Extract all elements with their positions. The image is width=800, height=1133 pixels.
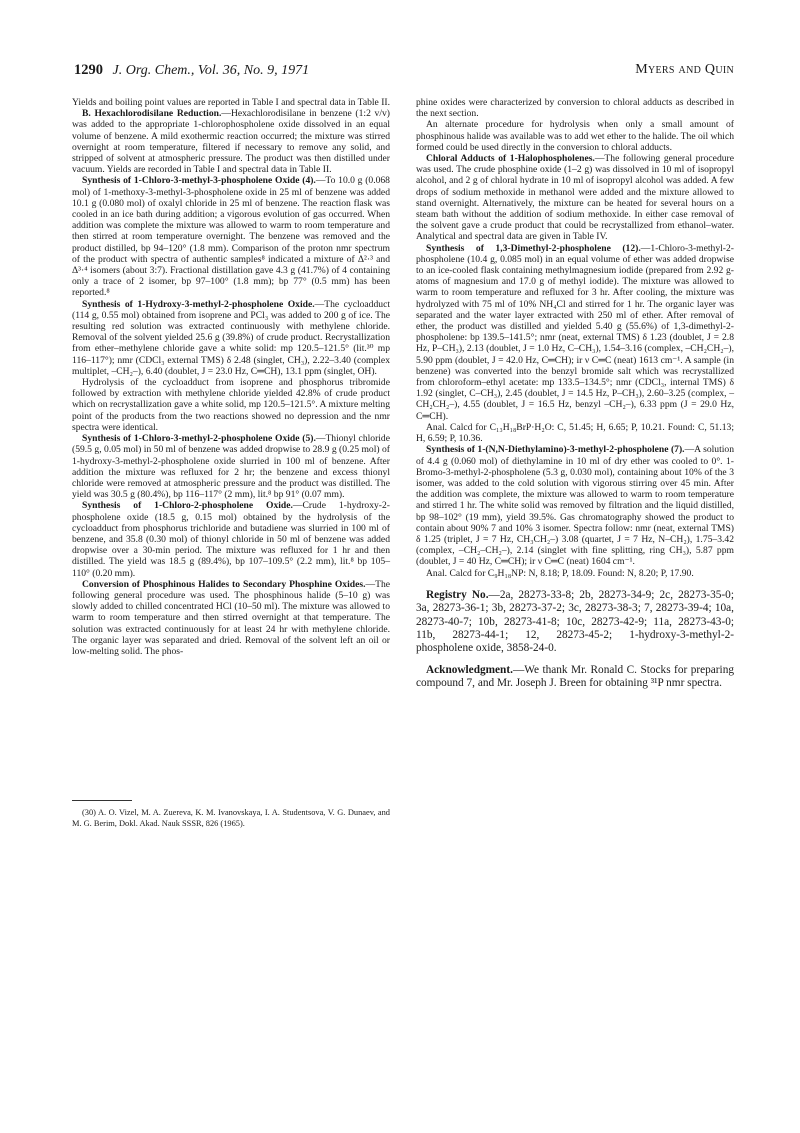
footnote-rule	[72, 800, 132, 801]
paragraph	[416, 153, 734, 243]
paragraph-body: —The following general procedure was used. The crude phosphine oxide (1–2 g) was dissolved in 10 ml of isopropyl alcohol, and 2 g of chloral hydrate in 10 ml of isopropyl alcohol was added. A few drops of sodium methoxide in methanol were added and the mixture allowed to stand overnight. Alternatively, the mixture can be heated for several hours on a steam bath without the addition of sodium methoxide. In either case removal of the solvent gave a crude product that could be recrystallized from ethanol–water. Analytical and spectral data are given in Table IV.	[416, 153, 734, 243]
paragraph-body: —Crude 1-hydroxy-2-phospholene oxide (18.5 g, 0.15 mol) obtained by the hydrolysis of the cycloadduct from phosphorus trichloride and butadiene was slurried in 100 ml of benzene, and 35.8 (0.30 mol) of thionyl chloride in 50 ml of benzene was added dropwise over a 30-min period. The mixture was refluxed for 1 hr and then distilled. The yield was 18.5 g (89.4%), bp 107–109.5° (2.2 mm), lit.⁸ bp 105–110° (0.20 mm).	[72, 500, 390, 579]
paragraph: An alternate procedure for hydrolysis when only a small amount of phosphinous halide was available was to add wet ether to the halide. The oil which formed could be used directly in the conversion to chloral adducts.	[416, 119, 734, 153]
paragraph	[72, 175, 390, 298]
paragraph-body: —The cycloadduct (114 g, 0.55 mol) obtained from isoprene and PCl₃ was added to 200 g of ice. The resulting red solution was extracted continuously with methylene chloride. Removal of the solvent yielded 25.6 g (39.8%) of crude product. Recrystallization from ether–methylene chloride gave a white solid: mp 120.5–121.5° (lit.³⁰ mp 116–117°); nmr (CDCl₃ external TMS) δ 2.48 (singlet, CH₃), 2.22–3.40 (complex multiplet, –CH₂–), 6.40 (doublet, J = 23.0 Hz, C═CH), 13.1 ppm (singlet, OH).	[72, 298, 390, 377]
right-column	[416, 97, 734, 691]
paragraph	[416, 444, 734, 567]
analysis-paragraph: Anal. Calcd for C₉H₁₈NP: N, 8.18; P, 18.09. Found: N, 8.20; P, 17.90.	[426, 567, 694, 579]
footnote-text: (30) A. O. Vizel, M. A. Zuereva, K. M. Ivanovskaya, I. A. Studentsova, V. G. Dunaev, and M. G. Berim, Dokl. Akad. Nauk SSSR, 826 (1965).	[72, 808, 390, 828]
section-heading: Synthesis of 1-Chloro-2-phospholene Oxide.	[82, 500, 293, 512]
paragraph-body: —1-Chloro-3-methyl-2-phospholene (10.4 g, 0.085 mol) in an equal volume of ether was added dropwise to an ice-cooled flask containing methylmagnesium iodide (prepared from 2.92 g-atoms of magnesium and 17.0 g of methyl iodide). The mixture was allowed to warm to room temperature and refluxed for 3 hr. After cooling, the mixture was hydrolyzed with 75 ml of 10% NH₄Cl and stirred for 1 hr. The organic layer was separated and the water layer extracted with 250 ml of ether. After removal of ether, the product was distilled and yielded 5.40 g (55.6%) of 1,3-dimethyl-2-phospholene: bp 139.5–141.5°; nmr (neat, external TMS) δ 1.23 (doublet, J = 2.8 Hz, P–CH₃), 2.13 (doublet, J = 1.0 Hz, C–CH₃), 1.54–3.16 (complex, –CH₂CH₂–), 5.90 ppm (doublet, J = 42.0 Hz, C═CH); ir ν C═C (neat) 1613 cm⁻¹. A sample (in benzene) was converted into the benzyl bromide salt which was recrystallized from chloroform–ethyl acetate: mp 133.5–134.5°; nmr (CDCl₃, internal TMS) δ 1.92 (singlet, C–CH₃), 2.45 (doublet, J = 14.5 Hz, P–CH₃), 2.60–3.25 (complex, –CH₂CH₂–), 4.55 (doublet, J = 16.5 Hz, benzyl –CH₂–), 6.33 ppm (J = 29.0 Hz, C═CH).	[416, 242, 734, 422]
analysis-paragraph: Anal. Calcd for C₁₃H₁₈BrP·H₂O: C, 51.45; H, 6.65; P, 10.21. Found: C, 51.13; H, 6.59; P, 10.36.	[416, 421, 734, 445]
section-heading: Synthesis of 1-Hydroxy-3-methyl-2-phospholene Oxide.	[82, 298, 315, 310]
section-heading: Synthesis of 1-Chloro-3-methyl-2-phospholene Oxide (5).	[82, 433, 316, 445]
paragraph-body: —Hexachlorodisilane in benzene (1:2 v/v) was added to the appropriate 1-chlorophospholene oxide dissolved in an equal volume of benzene. A mild exothermic reaction occurred; the mixture was stirred overnight at room temperature, filtered if necessary to remove any solid, and stripped of solvent at atmospheric pressure. The product was then distilled under vacuum. Yields are recorded in Table I and spectral data in Table II.	[72, 108, 391, 176]
acknowledgment-section	[416, 664, 734, 691]
footnote	[72, 800, 390, 829]
acknowledgment-heading: Acknowledgment.	[426, 663, 513, 676]
paragraph: Hydrolysis of the cycloadduct from isoprene and phosphorus tribromide followed by extraction with methylene chloride yielded 42.8% of crude product which on recrystallization gave a white solid, mp 120.5–121.5°. A mixture melting point of the products from the two reactions showed no depression and the nmr spectra were identical.	[72, 377, 390, 433]
header-left	[74, 62, 309, 79]
paragraph-body: —Thionyl chloride (59.5 g, 0.05 mol) in 50 ml of benzene was added dropwise to 28.9 g (0.25 mol) of 1-hydroxy-3-methyl-2-phospholene oxide slurried in 100 ml of benzene. After addition the mixture was refluxed for 2 hr; the benzene and excess thionyl chloride were removed at atmospheric pressure and the product was distilled. The yield was 30.5 g (80.4%), bp 116–117° (2 mm), lit.⁸ bp 91° (0.07 mm).	[72, 433, 390, 501]
registry-numbers: —2a, 28273-33-8; 2b, 28273-34-9; 2c, 28273-35-0; 3a, 28273-36-1; 3b, 28273-37-2; 3c, 28273-38-3; 7, 28273-39-4; 10a, 28273-40-7; 10b, 28273-41-8; 10c, 28273-42-9; 11a, 28273-43-0; 11b, 28273-44-1; 12, 28273-45-2; 1-hydroxy-3-methyl-2-phospholene oxide, 3858-24-0.	[416, 588, 734, 655]
registry-section	[416, 589, 734, 656]
paragraph	[72, 500, 390, 578]
paragraph	[72, 108, 390, 175]
paragraph-body: —A solution of 4.4 g (0.060 mol) of diethylamine in 10 ml of dry ether was cooled to 0°. 1-Bromo-3-methyl-2-phospholene (5.3 g, 0.030 mol), containing about 10% of the 3 isomer, was added to the cold solution with vigorous stirring over 45 min. After the addition was complete, the mixture was allowed to warm to room temperature and stirred 1 hr. The white solid was removed by filtration and the liquid distilled, bp 98–102° (19 mm), yield 39.5%. Gas chromatography showed the product to contain about 90% 7 and 10% 3 isomer. Spectra follow: nmr (neat, external TMS) δ 1.25 (triplet, J = 7 Hz, CH₃CH₂–) 3.08 (quartet, J = 7 Hz, N–CH₂), 1.75–3.42 (complex, –CH₂–CH₂–), 2.14 (singlet with fine splitting, ring CH₃), 5.87 ppm (doublet, J = 40 Hz, C═CH); ir ν C═C (neat) 1604 cm⁻¹.	[416, 444, 734, 568]
journal-citation: J. Org. Chem., Vol. 36, No. 9, 1971	[112, 63, 310, 78]
paragraph: Yields and boiling point values are reported in Table I and spectral data in Table II.	[72, 97, 390, 108]
registry-paragraph	[416, 589, 734, 656]
section-heading: Synthesis of 1,3-Dimethyl-2-phospholene (12).	[426, 242, 641, 254]
paragraph-body: —The following general procedure was used. The phosphinous halide (5–10 g) was slowly added to chilled concentrated HCl (10–50 ml). The mixture was allowed to warm to room temperature and then stirred overnight at that temperature. The solution was extracted continuously for at least 24 hr with methylene chloride. The organic layer was separated and dried. Removal of the solvent left an oil or low-melting solid. The phos-	[72, 578, 390, 657]
running-authors: Myers and Quin	[635, 62, 734, 77]
paragraph	[72, 579, 390, 657]
section-heading: Chloral Adducts of 1-Halophospholenes.	[426, 153, 595, 165]
section-heading: B. Hexachlorodisilane Reduction.	[82, 108, 222, 120]
section-heading: Conversion of Phosphinous Halides to Secondary Phosphine Oxides.	[82, 578, 366, 590]
page-header	[74, 62, 734, 84]
acknowledgment-text: —We thank Mr. Ronald C. Stocks for preparing compound 7, and Mr. Joseph J. Breen for obtaining ³¹P nmr spectra.	[416, 663, 734, 690]
paragraph: phine oxides were characterized by conversion to chloral adducts as described in the next section.	[416, 97, 734, 120]
page-number: 1290	[74, 62, 103, 78]
paragraph	[416, 243, 734, 422]
left-column	[72, 97, 390, 657]
registry-heading: Registry No.	[426, 588, 489, 601]
acknowledgment-paragraph	[416, 664, 734, 691]
paragraph	[72, 299, 390, 377]
paragraph-body: —To 10.0 g (0.068 mol) of 1-methoxy-3-methyl-3-phospholene oxide in 25 ml of benzene was added 10.1 g (0.080 mol) of oxalyl chloride in 25 ml of benzene. The reaction flask was cooled in an ice bath during addition; a vigorous evolution of gas occurred. When addition was complete the mixture was allowed to warm to room temperature and then stirred at room temperature overnight. The benzene was removed and the product distilled, bp 94–120° (1.8 mm). Comparison of the proton nmr spectrum of the product with spectra of authentic samples⁸ indicated a mixture of Δ²·³ and Δ³·⁴ isomers (about 3:7). Fractional distillation gave 4.3 g (41.7%) of 4 containing only a trace of 2 isomer, bp 97–100° (1.8 mm); bp 77° (0.5 mm) has been reported.⁸	[72, 175, 390, 299]
section-heading: Synthesis of 1-Chloro-3-methyl-3-phospholene Oxide (4).	[82, 175, 316, 187]
section-heading: Synthesis of 1-(N,N-Diethylamino)-3-methyl-2-phospholene (7).	[426, 444, 685, 456]
paragraph	[72, 433, 390, 500]
